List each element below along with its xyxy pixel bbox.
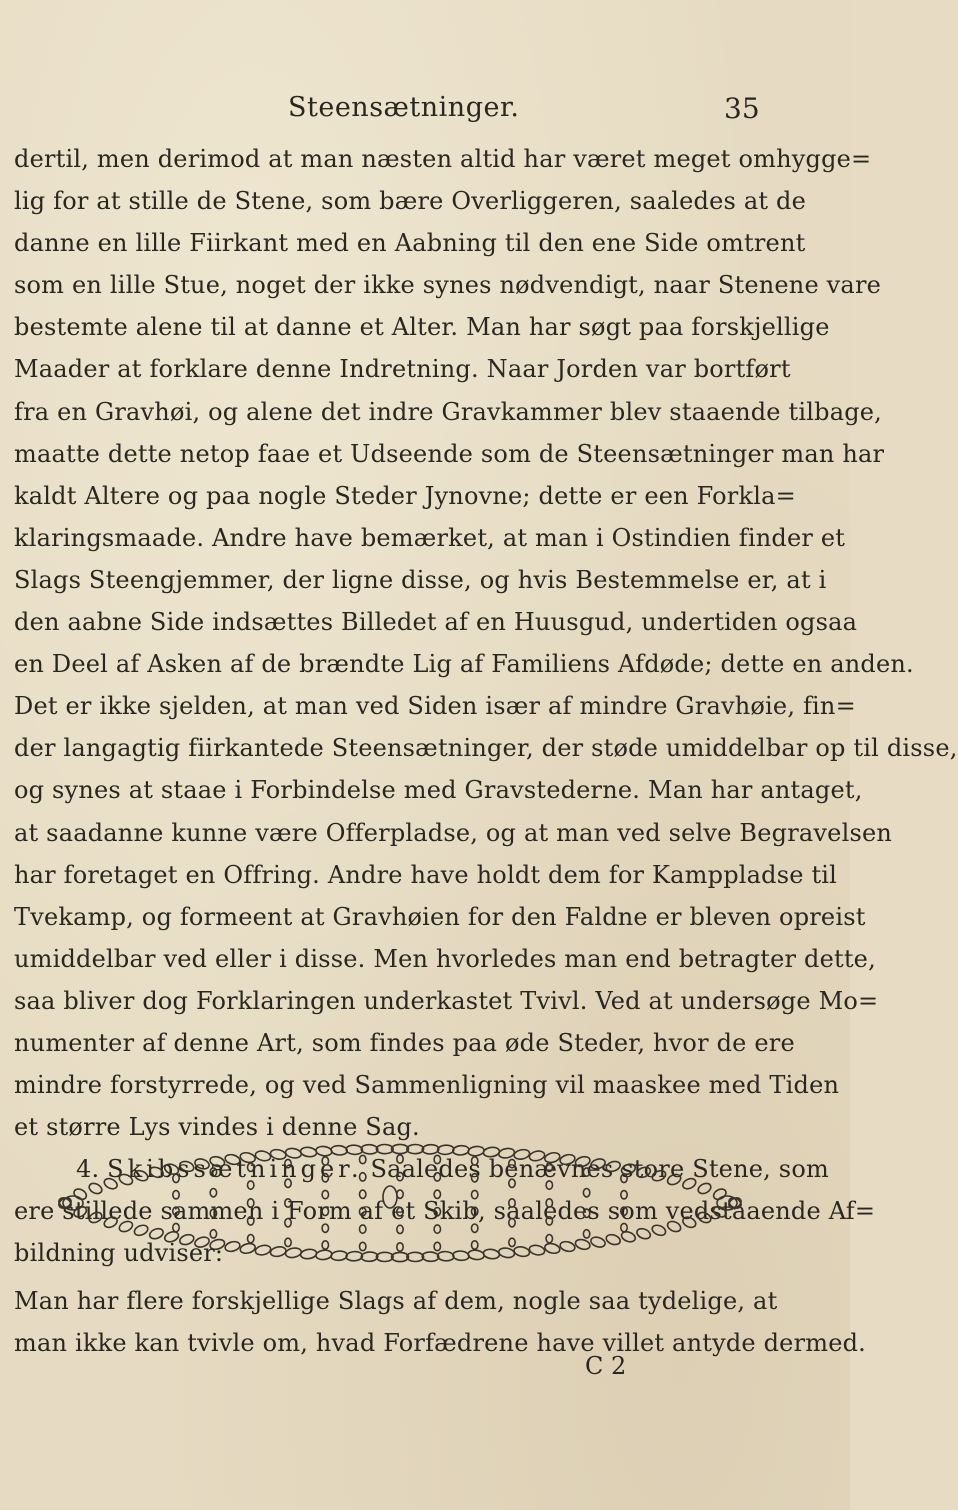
stone-mark (546, 1199, 552, 1207)
section-heading: Skibssætninger. (107, 1155, 363, 1184)
stone-mark (513, 1148, 530, 1160)
stone-mark (248, 1217, 254, 1225)
stone-mark (209, 1238, 226, 1251)
text-line: der langagtig fiirkantede Steensætninger, der støde umiddelbar op til disse, (14, 734, 958, 763)
stone-mark (322, 1190, 328, 1198)
text-line: Man har flere forskjellige Slags af dem, nogle saa tydelige, at (14, 1287, 778, 1315)
stone-mark (529, 1244, 546, 1256)
text-line: og synes at staae i Forbindelse med Gravstederne. Man har antaget, (14, 776, 863, 805)
stone-mark (270, 1246, 287, 1258)
stone-mark (681, 1215, 697, 1229)
stone-mark (224, 1240, 241, 1253)
stone-mark (72, 1205, 88, 1219)
after-figure-text (14, 1280, 867, 1364)
stone-mark (546, 1181, 552, 1189)
stone-mark (360, 1190, 366, 1198)
stone-mark (472, 1174, 478, 1182)
stone-mark (468, 1146, 485, 1157)
stone-mark (148, 1165, 164, 1179)
stone-mark (696, 1210, 712, 1224)
text-line: bestemte alene til at danne et Alter. Man har søgt paa forskjellige (14, 313, 830, 342)
stone-mark (621, 1207, 627, 1215)
text-line: saa bliver dog Forklaringen underkastet Tvivl. Ved at undersøge Mo= (14, 986, 879, 1015)
stone-mark (621, 1223, 627, 1231)
stone-mark (331, 1250, 348, 1261)
stone-mark (422, 1144, 439, 1154)
stone-mark (255, 1244, 272, 1256)
stone-mark (397, 1243, 403, 1251)
stone-mark (472, 1224, 478, 1232)
stone-mark (285, 1179, 291, 1187)
text-line: et større Lys vindes i denne Sag. (14, 1113, 420, 1142)
stone-mark (397, 1172, 403, 1180)
section-first-line: Saaledes benævnes store Stene, som (370, 1155, 829, 1184)
stone-mark (509, 1238, 515, 1246)
stone-mark (346, 1251, 363, 1261)
stone-mark (173, 1223, 179, 1231)
stone-mark (194, 1157, 211, 1170)
stone-mark (498, 1147, 515, 1159)
stone-mark (574, 1238, 591, 1251)
stone-mark (605, 1160, 622, 1173)
stone-mark (605, 1233, 622, 1246)
stone-mark (103, 1177, 119, 1191)
stone-mark (224, 1153, 241, 1166)
text-line: Det er ikke sjelden, at man ved Siden især af mindre Gravhøie, fin= (14, 692, 856, 721)
text-line: Slags Steengjemmer, der ligne disse, og hvis Bestemmelse er, at i (14, 565, 827, 594)
signature-mark: C 2 (585, 1352, 627, 1380)
stone-mark (666, 1219, 682, 1233)
text-line: har foretaget en Offring. Andre have holdt dem for Kamppladse til (14, 860, 838, 889)
stone-mark (322, 1157, 328, 1165)
page-header (0, 92, 850, 132)
text-line: Tvekamp, og formeent at Gravhøien for den Faldne er bleven opreist (14, 902, 866, 931)
text-line: dertil, men derimod at man næsten altid har været meget omhygge= (14, 145, 872, 173)
stone-mark (300, 1146, 317, 1157)
stone-mark (63, 1196, 83, 1210)
stone-mark (583, 1230, 589, 1238)
stone-mark (472, 1241, 478, 1249)
stone-mark (285, 1238, 291, 1246)
stone-mark (434, 1173, 440, 1181)
stone-mark (434, 1155, 440, 1163)
stone-mark (437, 1145, 454, 1155)
text-line: man ikke kan tvivle om, hvad Forfædrene have villet antyde dermed. (14, 1329, 867, 1358)
stone-mark (383, 1186, 397, 1208)
stone-mark (712, 1187, 728, 1201)
stone-mark (103, 1215, 119, 1229)
stone-mark (651, 1223, 667, 1237)
stone-mark (360, 1155, 366, 1163)
text-line: Maader at forklare denne Indretning. Naar Jorden var bortført (14, 355, 791, 384)
stone-mark (434, 1190, 440, 1198)
stone-mark (472, 1190, 478, 1198)
stone-mark (173, 1174, 179, 1182)
stone-mark (248, 1163, 254, 1171)
stone-mark (590, 1157, 607, 1170)
body-text (14, 138, 958, 1275)
stone-mark (178, 1233, 195, 1246)
stone-mark (546, 1217, 552, 1225)
stone-mark (248, 1235, 254, 1243)
stone-mark (696, 1181, 712, 1195)
stone-mark (498, 1247, 515, 1259)
stone-mark (583, 1209, 589, 1217)
stone-mark (322, 1174, 328, 1182)
section-number: 4. (76, 1155, 100, 1184)
stone-mark (285, 1219, 291, 1227)
text-line: den aabne Side indsættes Billedet af en Huusgud, undertiden ogsaa (14, 608, 858, 637)
stone-mark (544, 1151, 561, 1164)
stone-mark (666, 1172, 682, 1186)
stone-mark (483, 1248, 500, 1259)
stone-mark (509, 1199, 515, 1207)
stone-mark (574, 1155, 591, 1168)
stone-mark (583, 1189, 589, 1197)
stone-mark (509, 1159, 515, 1167)
stone-mark (583, 1168, 589, 1176)
text-line: bildning udviser: (14, 1239, 224, 1268)
stone-mark (300, 1248, 317, 1259)
stone-mark (210, 1168, 216, 1176)
stone-mark (717, 1196, 737, 1210)
text-line: lig for at stille de Stene, som bære Overliggeren, saaledes at de (14, 187, 807, 216)
text-line: klaringsmaade. Andre have bemærket, at man i Ostindien finder et (14, 523, 846, 552)
stone-mark (173, 1191, 179, 1199)
stone-mark (255, 1150, 272, 1162)
stone-mark (133, 1169, 149, 1183)
stone-mark (635, 1227, 651, 1241)
stone-mark (194, 1235, 211, 1248)
text-line: at saadanne kunne være Offerpladse, og at man ved selve Begravelsen (14, 818, 893, 847)
stone-mark (173, 1207, 179, 1215)
stone-mark (392, 1144, 409, 1153)
text-line: umiddelbar ved eller i disse. Men hvorledes man end betragter dette, (14, 944, 876, 973)
stone-mark (178, 1160, 195, 1173)
text-line: mindre forstyrrede, og ved Sammenligning vil maaskee med Tiden (14, 1071, 840, 1100)
stone-mark (248, 1199, 254, 1207)
running-title: Steensætninger. (288, 92, 520, 123)
stone-mark (210, 1209, 216, 1217)
stone-mark (681, 1177, 697, 1191)
stone-mark (509, 1219, 515, 1227)
text-line: som en lille Stue, noget der ikke synes nødvendigt, naar Stenene vare (14, 271, 882, 300)
stone-mark (360, 1225, 366, 1233)
stone-mark (315, 1146, 332, 1157)
stone-mark (209, 1155, 226, 1168)
stone-mark (72, 1187, 88, 1201)
stone-mark (559, 1240, 576, 1253)
stone-mark (322, 1224, 328, 1232)
stone-mark (322, 1241, 328, 1249)
stone-mark (472, 1207, 478, 1215)
stone-mark (529, 1150, 546, 1162)
stone-mark (360, 1242, 366, 1250)
stone-mark (651, 1169, 667, 1183)
stone-mark (361, 1252, 378, 1262)
stone-mark (635, 1165, 651, 1179)
text-line: danne en lille Fiirkant med en Aabning til den ene Side omtrent (14, 229, 806, 258)
stone-mark (546, 1235, 552, 1243)
stone-mark (397, 1225, 403, 1233)
stone-mark (397, 1155, 403, 1163)
stone-mark (239, 1242, 256, 1255)
stone-mark (118, 1172, 134, 1186)
stone-mark (118, 1219, 134, 1233)
ship-setting-illustration-icon (60, 1140, 740, 1262)
stone-mark (210, 1230, 216, 1238)
stone-mark (434, 1242, 440, 1250)
stone-mark (270, 1148, 287, 1160)
stone-mark (472, 1157, 478, 1165)
stone-mark (590, 1235, 607, 1248)
stone-mark (331, 1145, 348, 1156)
stone-mark (285, 1247, 302, 1259)
text-line: maatte dette netop faae et Udseende som de Steensætninger man har (14, 439, 885, 468)
stone-mark (621, 1191, 627, 1199)
stone-mark (434, 1225, 440, 1233)
stone-mark (87, 1210, 103, 1224)
stone-mark (148, 1227, 164, 1241)
stone-mark (346, 1145, 363, 1155)
text-line: en Deel af Asken af de brændte Lig af Familiens Afdøde; dette en anden. (14, 650, 914, 679)
stone-mark (509, 1179, 515, 1187)
stone-mark (239, 1151, 256, 1164)
stone-mark (392, 1252, 409, 1261)
stone-mark (468, 1249, 485, 1260)
text-line: numenter af denne Art, som findes paa øde Steder, hvor de ere (14, 1028, 795, 1057)
stone-mark (544, 1242, 561, 1255)
stone-mark (712, 1205, 728, 1219)
stone-mark (621, 1174, 627, 1182)
stone-mark (360, 1173, 366, 1181)
stone-mark (434, 1208, 440, 1216)
text-line: ere stillede sammen i Form af et Skib, saaledes som vedstaaende Af= (14, 1197, 876, 1226)
stone-mark (452, 1250, 469, 1261)
stone-mark (87, 1181, 103, 1195)
stone-mark (210, 1189, 216, 1197)
stone-mark (248, 1181, 254, 1189)
stone-mark (285, 1159, 291, 1167)
stone-mark (437, 1251, 454, 1261)
stone-mark (483, 1146, 500, 1157)
stone-mark (315, 1249, 332, 1260)
stone-mark (559, 1153, 576, 1166)
stone-mark (322, 1207, 328, 1215)
stone-mark (360, 1208, 366, 1216)
stone-mark (513, 1246, 530, 1258)
stone-mark (452, 1145, 469, 1156)
text-line: fra en Gravhøi, og alene det indre Gravkammer blev staaende tilbage, (14, 397, 883, 426)
stone-mark (397, 1208, 403, 1216)
stone-mark (422, 1252, 439, 1262)
stone-mark (546, 1163, 552, 1171)
stone-mark (133, 1223, 149, 1237)
page-number: 35 (724, 92, 760, 125)
stone-mark (285, 1147, 302, 1159)
stone-mark (285, 1199, 291, 1207)
text-line: kaldt Altere og paa nogle Steder Jynovne; dette er een Forkla= (14, 481, 796, 510)
stone-mark (361, 1144, 378, 1154)
